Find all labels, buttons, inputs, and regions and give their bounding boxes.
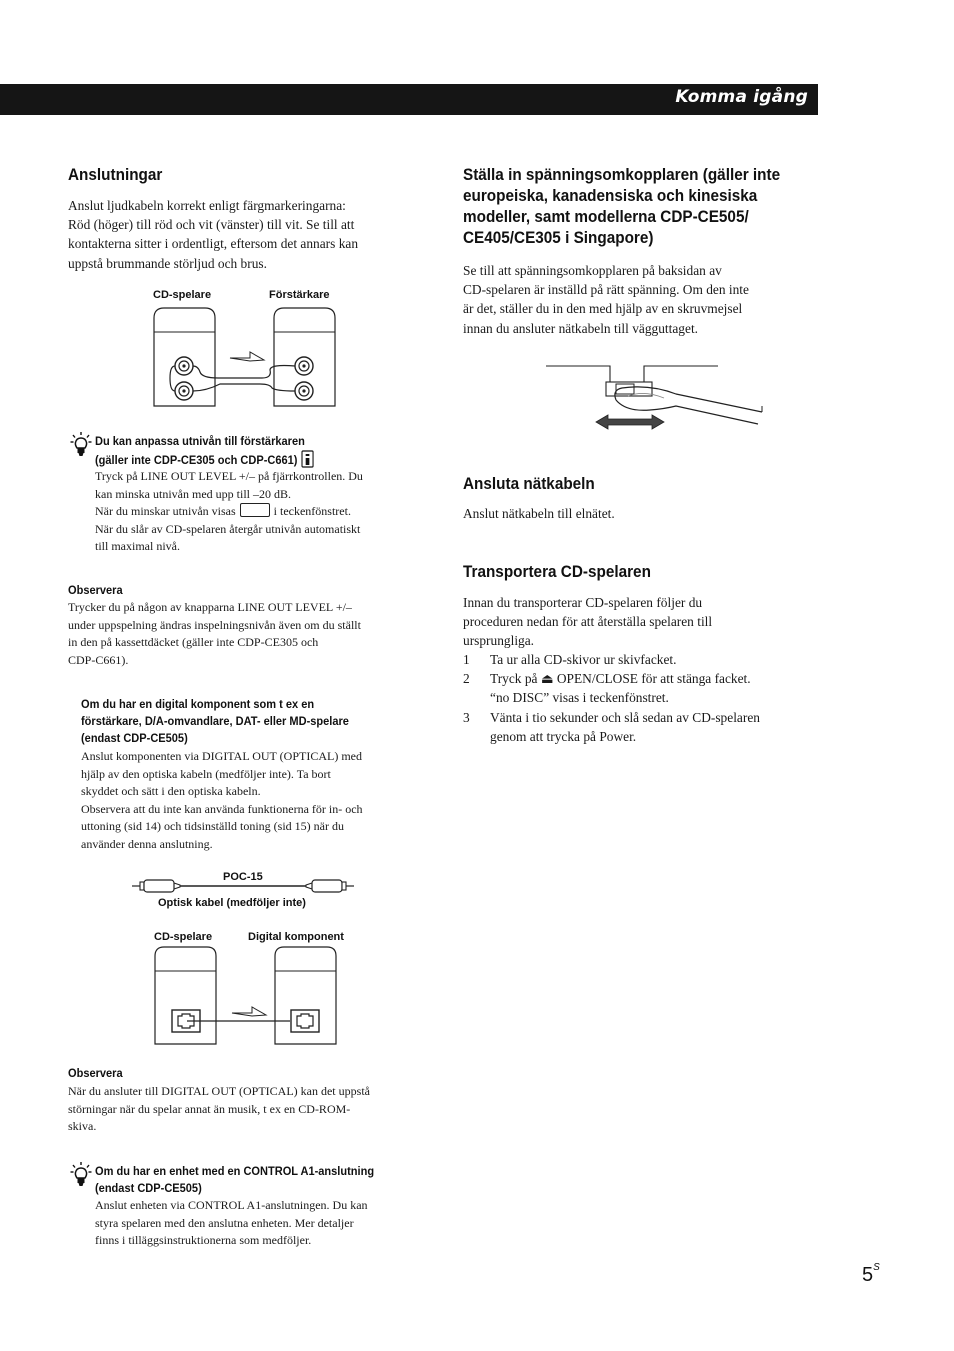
cable-caption: Optisk kabel (medföljer inte)	[158, 897, 306, 909]
transport-heading: Transportera CD-spelaren	[463, 562, 651, 581]
voltage-selector-diagram	[540, 360, 770, 440]
list-item: 1 Ta ur alla CD-skivor ur skivfacket.	[463, 652, 677, 667]
section-header-bar	[0, 84, 818, 115]
power-cord-body: Anslut nätkabeln till elnätet.	[463, 506, 615, 521]
diagram-cd-player-label: CD-spelare	[153, 289, 212, 301]
digital-component-title: Om du har en digital komponent som t ex en förstärkare, D/A-omvandlare, DAT- eller MD-spelare (endast CDP-CE505)	[81, 697, 349, 745]
display-window-icon	[240, 503, 270, 517]
transport-body: Innan du transporterar CD-spelaren följer du proceduren nedan för att återställa spelaren till ursprungliga.	[463, 595, 713, 649]
list-item: 3 Vänta i tio sekunder och slå sedan av CD-spelaren genom att trycka på Power.	[463, 709, 760, 744]
note2-heading: Observera	[68, 1066, 123, 1080]
voltage-selector-body: Se till att spänningsomkopplaren på baksidan av CD-spelaren är inställd på rätt spänning. Om den inte är det, ställer du in den med hjälp av en skruvmejsel innan du ansluter nätkabeln till vägguttaget.	[463, 263, 749, 336]
connections-body: Anslut ljudkabeln korrekt enligt färgmarkeringarna: Röd (höger) till röd och vit (vänster) till vit. Se till att kontakterna sitter i ordentligt, eftersom det annars kan uppstå brummande störljud och brus.	[68, 198, 359, 271]
voltage-selector-heading: Ställa in spänningsomkopplaren (gäller inte europeiska, kanadensiska och kinesiska modeller, samt modellerna CDP-CE505/ CE405/CE305 i Singapore)	[463, 165, 781, 247]
cd-player-unit-digital	[155, 947, 216, 1044]
tip1-body: Tryck på LINE OUT LEVEL +/– på fjärrkontrollen. Du kan minska utnivån med upp till –20 dB. När du minskar utnivån visas i teckenfönstret. När du slår av CD-spelaren återgår utnivån automatiskt till maximal nivå.	[95, 469, 363, 554]
amplifier-unit	[274, 308, 335, 406]
tip2-title: Om du har en enhet med en CONTROL A1-anslutning (endast CDP-CE505)	[95, 1164, 375, 1195]
tip-bulb-icon	[70, 1161, 92, 1187]
page-number: $5^S$	[862, 1262, 880, 1286]
remote-control-icon	[301, 450, 314, 468]
note1-heading: Observera	[68, 583, 123, 597]
section-title: Komma igång	[675, 87, 808, 107]
power-cord-heading: Ansluta nätkabeln	[463, 474, 595, 493]
eject-icon: ⏏	[540, 671, 554, 687]
cable-model-label: POC-15	[223, 871, 263, 883]
digital-diagram-component-label: Digital komponent	[248, 931, 344, 943]
tip1-title: Du kan anpassa utnivån till förstärkaren (gäller inte CDP-CE305 och CDP-C661)	[95, 433, 314, 469]
list-item: 2 Tryck på ⏏ OPEN/CLOSE för att stänga facket. “no DISC” visas i teckenfönstret.	[463, 671, 751, 706]
optical-cable-diagram	[130, 876, 356, 896]
digital-connection-diagram	[140, 940, 360, 1050]
audio-connection-diagram	[140, 300, 360, 412]
digital-diagram-cd-label: CD-spelare	[154, 931, 213, 943]
cd-player-unit	[154, 308, 215, 406]
connections-heading: Anslutningar	[68, 165, 163, 184]
note2-body: När du ansluter till DIGITAL OUT (OPTICAL) kan det uppstå störningar när du spelar annat än musik, t ex en CD-ROM- skiva.	[68, 1084, 370, 1134]
tip-bulb-icon	[70, 431, 92, 457]
note1-body: Trycker du på någon av knapparna LINE OUT LEVEL +/– under uppspelning ändras inspelningsnivån även om du ställt in den på kassettdäcket (gäller inte CDP-CE305 och CDP-C661).	[68, 600, 361, 667]
tip2-body: Anslut enheten via CONTROL A1-anslutningen. Du kan styra spelaren med den anslutna enheten. Mer detaljer finns i tilläggsinstruktionerna som medföljer.	[95, 1198, 368, 1248]
diagram-amplifier-label: Förstärkare	[269, 289, 330, 301]
transport-steps	[463, 650, 823, 746]
digital-component-unit	[275, 947, 336, 1044]
digital-component-body: Anslut komponenten via DIGITAL OUT (OPTICAL) med hjälp av den optiska kabeln (medföljer inte). Ta bort skyddet och sätt i den optiska kabeln. Observera att du inte kan använda funktionerna för in- och uttoning (sid 14) och tidsinställd toning (sid 15) när du använder denna anslutning.	[81, 749, 363, 851]
